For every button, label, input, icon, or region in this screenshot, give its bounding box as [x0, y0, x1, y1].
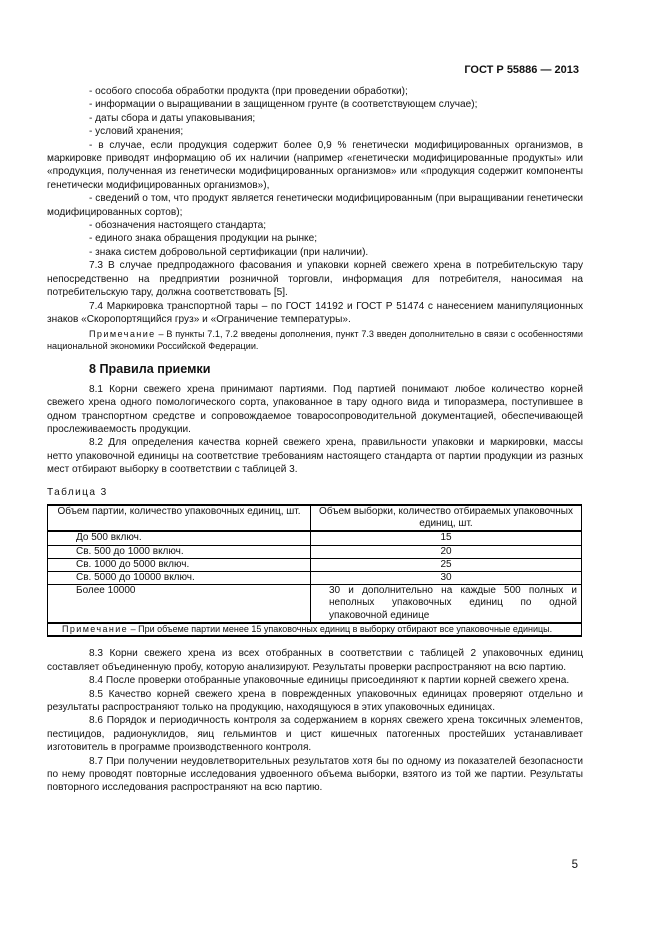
paragraph-7-4: 7.4 Маркировка транспортной тары – по ГОСТ 14192 и ГОСТ Р 51474 с нанесением манипуляционных знаков «Скоропортящийся груз» и «Ограничение температуры».: [47, 300, 583, 325]
table-header-cell: Объем партии, количество упаковочных единиц, шт.: [48, 505, 311, 531]
table-row: [48, 531, 582, 545]
document-header: ГОСТ Р 55886 — 2013: [464, 64, 579, 76]
paragraph-8-3: 8.3 Корни свежего хрена из всех отобранных в соответствии с таблицей 2 упаковочных единиц составляет объединенную пробу, которую анализируют. Результаты проверки распространяют на всю партию.: [47, 648, 583, 673]
paragraph-8-1: 8.1 Корни свежего хрена принимают партиями. Под партией понимают любое количество корней свежего хрена одного помологического сорта, упакованное в тару одного вида и типоразмера, поступившее в одном транспортном средстве и сопровождаемое товаросопроводительной документацией, обеспечивающей прослеживаемость продукции.: [47, 383, 583, 435]
note-text: – В пункты 7.1, 7.2 введены дополнения, пункт 7.3 введен дополнительно в связи с особенностями национальной экономики Российской Федерации.: [47, 329, 583, 352]
note-paragraph: [47, 328, 583, 352]
list-item: - обозначения настоящего стандарта;: [89, 220, 267, 232]
paragraph-8-4: 8.4 После проверки отобранные упаковочные единицы присоединяют к партии корней свежего хрена.: [89, 675, 570, 687]
list-item: - особого способа обработки продукта (при проведении обработки);: [89, 86, 408, 97]
table-cell: 20: [311, 545, 582, 558]
table-cell: 30 и дополнительно на каждые 500 полных и неполных упаковочных единиц по одной упаковочной единице: [311, 585, 582, 623]
list-item: - информации о выращивании в защищенном грунте (в соответствующем случае);: [89, 99, 478, 111]
note-label: Примечание: [62, 623, 129, 634]
table-caption: Таблица 3: [47, 486, 108, 498]
note-label: Примечание: [89, 329, 156, 340]
section-title: 8 Правила приемки: [89, 362, 211, 377]
table-row: [48, 571, 582, 584]
table-header-row: [48, 505, 582, 531]
list-item: - знака систем добровольной сертификации (при наличии).: [89, 246, 369, 258]
table-note-row: [48, 623, 582, 637]
table-row: [48, 545, 582, 558]
acceptance-table: [47, 504, 582, 637]
table-row: [48, 558, 582, 571]
list-item: - в случае, если продукция содержит более 0,9 % генетически модифицированных организмов, в маркировке приводят информацию об их наличии (например «генетически модифицированные продукты» или «продукция, полученная из генетически модифицированных организмов» или «продукция содержит компоненты генетически модифицированных организмов»),: [47, 139, 583, 191]
table-header-cell: Объем выборки, количество отбираемых упаковочных единиц, шт.: [311, 505, 582, 531]
table-cell: 15: [311, 531, 582, 545]
paragraph-8-2: 8.2 Для определения качества корней свежего хрена, правильности упаковки и маркировки, массы нетто упаковочной единицы на соответствие требованиям настоящего стандарта от партии продукции из разных мест отбирают выборку в соответствии с таблицей 3.: [47, 437, 583, 476]
note-text: – При объеме партии менее 15 упаковочных единиц в выборку отбирают все упаковочные единицы.: [130, 623, 553, 634]
table-cell: 30: [311, 571, 582, 584]
paragraph-7-3: 7.3 В случае предпродажного фасования и упаковки корней свежего хрена в потребительскую тару непосредственно на предприятии розничной торговли, информация для потребителя, наносимая на потребительскую тару, должна соответствовать [5].: [47, 260, 583, 299]
list-item: - единого знака обращения продукции на рынке;: [89, 233, 318, 245]
page-number: 5: [571, 859, 578, 871]
table-cell: Более 10000: [48, 585, 311, 623]
paragraph-8-6: 8.6 Порядок и периодичность контроля за содержанием в корнях свежего хрена токсичных элементов, пестицидов, радионуклидов, яиц гельминтов и цист кишечных патогенных простейших устанавливает изготовитель в программе производственного контроля.: [47, 715, 583, 754]
table-cell: До 500 включ.: [48, 531, 311, 545]
list-item: - сведений о том, что продукт является генетически модифицированным (при выращивании генетически модифицированных сортов);: [47, 193, 583, 218]
table-cell: Св. 5000 до 10000 включ.: [48, 571, 311, 584]
table-cell: Св. 500 до 1000 включ.: [48, 545, 311, 558]
list-item: - условий хранения;: [89, 126, 184, 138]
table-row: [48, 585, 582, 623]
paragraph-8-5: 8.5 Качество корней свежего хрена в поврежденных упаковочных единицах проверяют отдельно и результаты распространяют только на продукцию, находящуюся в этих упаковочных единицах.: [47, 688, 583, 713]
page-content: [47, 85, 583, 795]
list-item: - даты сбора и даты упаковывания;: [89, 112, 256, 124]
table-cell: Св. 1000 до 5000 включ.: [48, 558, 311, 571]
paragraph-8-7: 8.7 При получении неудовлетворительных результатов хотя бы по одному из показателей безопасности по нему проводят повторные исследования удвоенного объема выборки, взятого из той же партии. Результаты повторного исследования распространяют на всю партию.: [47, 755, 583, 794]
table-cell: 25: [311, 558, 582, 571]
table-note: [48, 623, 582, 637]
